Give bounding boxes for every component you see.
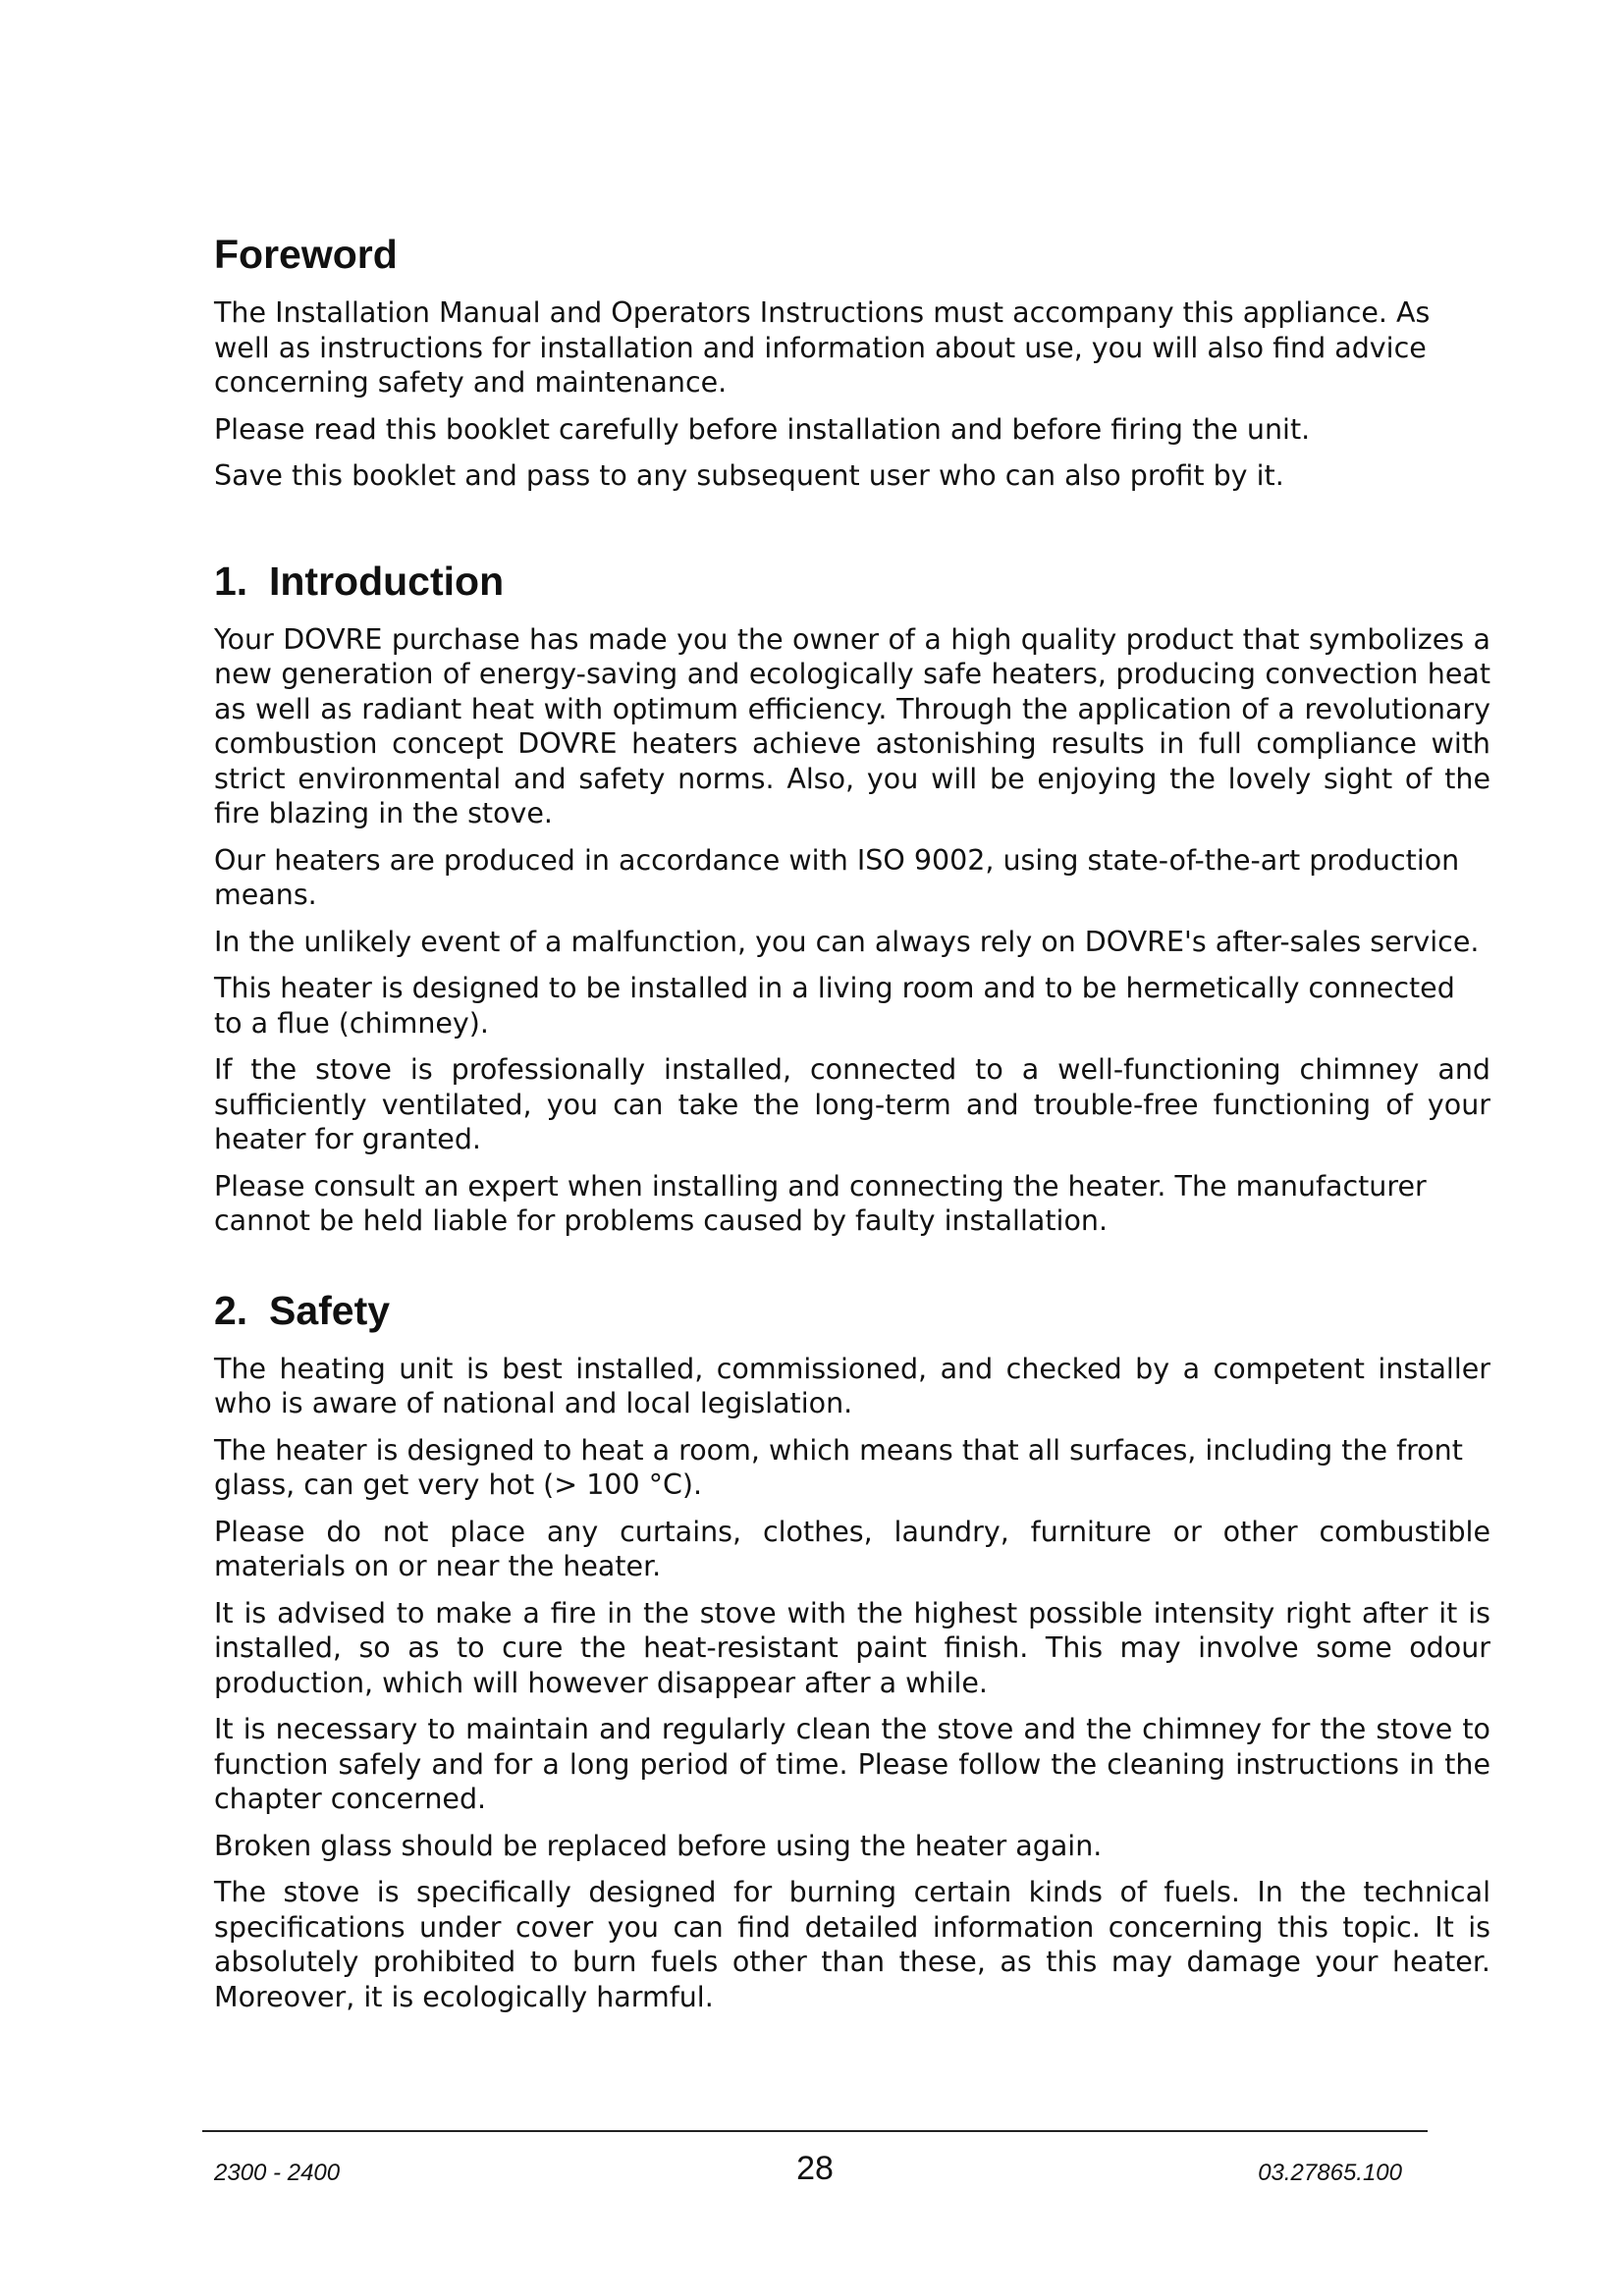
introduction-paragraph-5: If the stove is professionally installed, connected to a well-functioning chimney and sufficiently ventilated, you can take the long-term and trouble-free functioning of your heater for granted. <box>214 1053 1490 1156</box>
safety-paragraph-2: The heater is designed to heat a room, which means that all surfaces, including the front glass, can get very hot (> 100 °C). <box>214 1433 1463 1502</box>
foreword-paragraph-3: Save this booklet and pass to any subsequent user who can also profit by it. <box>214 459 1284 493</box>
introduction-paragraph-3: In the unlikely event of a malfunction, you can always rely on DOVRE's after-sales service. <box>214 925 1480 958</box>
safety-paragraph-6: Broken glass should be replaced before using the heater again. <box>214 1829 1103 1862</box>
introduction-section <box>214 559 1490 1239</box>
safety-title: Safety <box>269 1287 391 1333</box>
foreword-heading <box>214 232 1490 278</box>
manual-page <box>214 232 1490 2026</box>
introduction-title: Introduction <box>269 558 505 604</box>
footer-model: 2300 - 2400 <box>214 2160 341 2186</box>
safety-paragraph-3: Please do not place any curtains, clothes, laundry, furniture or other combustible materials on or near the heater. <box>214 1515 1490 1583</box>
foreword-section <box>214 232 1490 494</box>
introduction-paragraph-4: This heater is designed to be installed in a living room and to be hermetically connected to a flue (chimney). <box>214 972 1455 1040</box>
foreword-title: Foreword <box>214 232 398 277</box>
page-footer <box>202 2130 1428 2191</box>
safety-paragraph-4: It is advised to make a fire in the stove with the highest possible intensity right after it is installed, so as to cure the heat-resistant paint finish. This may involve some odour production, which will however disappear after a while. <box>214 1596 1490 1699</box>
introduction-heading <box>214 559 1490 605</box>
foreword-paragraph-1: The Installation Manual and Operators Instructions must accompany this appliance. As well as instructions for installation and information about use, you will also find advice concerning safety and maintenance. <box>214 296 1431 400</box>
footer-doc-number: 03.27865.100 <box>1258 2160 1402 2186</box>
safety-paragraph-5: It is necessary to maintain and regularly clean the stove and the chimney for the stove to function safely and for a long period of time. Please follow the cleaning instructions in the chapter concerned. <box>214 1713 1490 1816</box>
foreword-paragraph-2: Please read this booklet carefully before installation and before firing the unit. <box>214 412 1311 446</box>
introduction-number: 1. <box>214 558 248 604</box>
safety-paragraph-7: The stove is specifically designed for burning certain kinds of fuels. In the technical specifications under cover you can find detailed information concerning this topic. It is absolutely prohibited to burn fuels other than these, as this may damage your heater. Moreover, it is ecologically harmful. <box>214 1876 1490 2013</box>
safety-heading <box>214 1288 1490 1334</box>
safety-paragraph-1: The heating unit is best installed, commissioned, and checked by a competent installer who is aware of national and local legislation. <box>214 1352 1490 1420</box>
introduction-paragraph-1: Your DOVRE purchase has made you the owner of a high quality product that symbolizes a new generation of energy-saving and ecologically safe heaters, producing convection heat as well as radiant heat with optimum efficiency. Through the application of a revolutionary combustion concept DOVRE heaters achieve astonishing results in full compliance with strict environmental and safety norms. Also, you will be enjoying the lovely sight of the fire blazing in the stove. <box>214 622 1490 830</box>
footer-page-number: 28 <box>796 2150 834 2187</box>
safety-section <box>214 1288 1490 2015</box>
safety-number: 2. <box>214 1287 248 1333</box>
introduction-paragraph-2: Our heaters are produced in accordance with ISO 9002, using state-of-the-art production means. <box>214 843 1460 912</box>
introduction-paragraph-6: Please consult an expert when installing and connecting the heater. The manufacturer cannot be held liable for problems caused by faulty installation. <box>214 1169 1427 1238</box>
